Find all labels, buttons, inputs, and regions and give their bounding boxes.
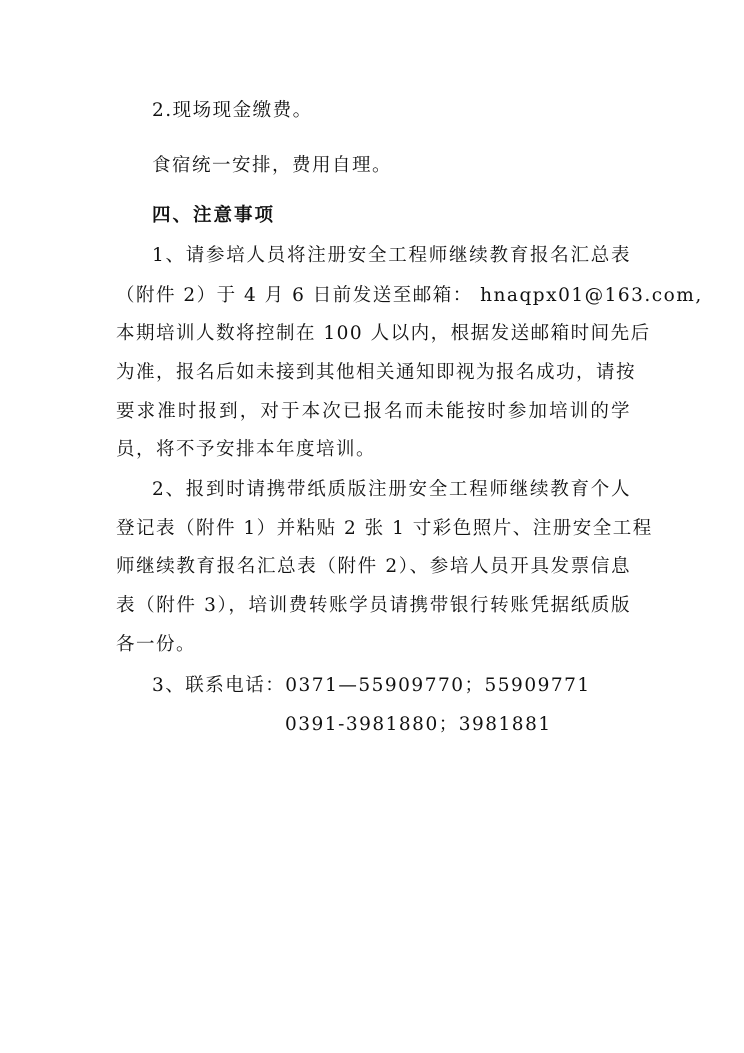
note-2-line-5: 各一份。 [116,634,197,655]
note-2-line-2: 登记表（附件 1）并粘贴 2 张 1 寸彩色照片、注册安全工程 [116,518,653,539]
section-heading-notes: 四、注意事项 [152,205,276,226]
note-1-line-6: 员，将不予安排本年度培训。 [116,439,377,460]
note-1-line-5: 要求准时报到，对于本次已报名而未能按时参加培训的学 [116,401,631,422]
lodging-note: 食宿统一安排，费用自理。 [152,155,393,176]
note-1-line-2: （附件 2）于 4 月 6 日前发送至邮箱： hnaqpx01@163.com, [116,285,703,306]
payment-method-2: 2.现场现金缴费。 [152,100,313,121]
note-1-line-4: 为准，报名后如未接到其他相关通知即视为报名成功，请按 [116,362,637,383]
note-1-line-1: 1、请参培人员将注册安全工程师继续教育报名汇总表 [152,245,631,266]
note-1-line-3: 本期培训人数将控制在 100 人以内，根据发送邮箱时间先后 [116,323,651,344]
contact-phone-line-2: 0391-3981880；3981881 [285,714,552,735]
note-2-line-1: 2、报到时请携带纸质版注册安全工程师继续教育个人 [152,479,631,500]
contact-phone-line-1: 3、联系电话：0371—55909770；55909771 [152,675,591,696]
note-2-line-4: 表（附件 3），培训费转账学员请携带银行转账凭据纸质版 [116,595,631,616]
note-2-line-3: 师继续教育报名汇总表（附件 2）、参培人员开具发票信息 [116,556,631,577]
